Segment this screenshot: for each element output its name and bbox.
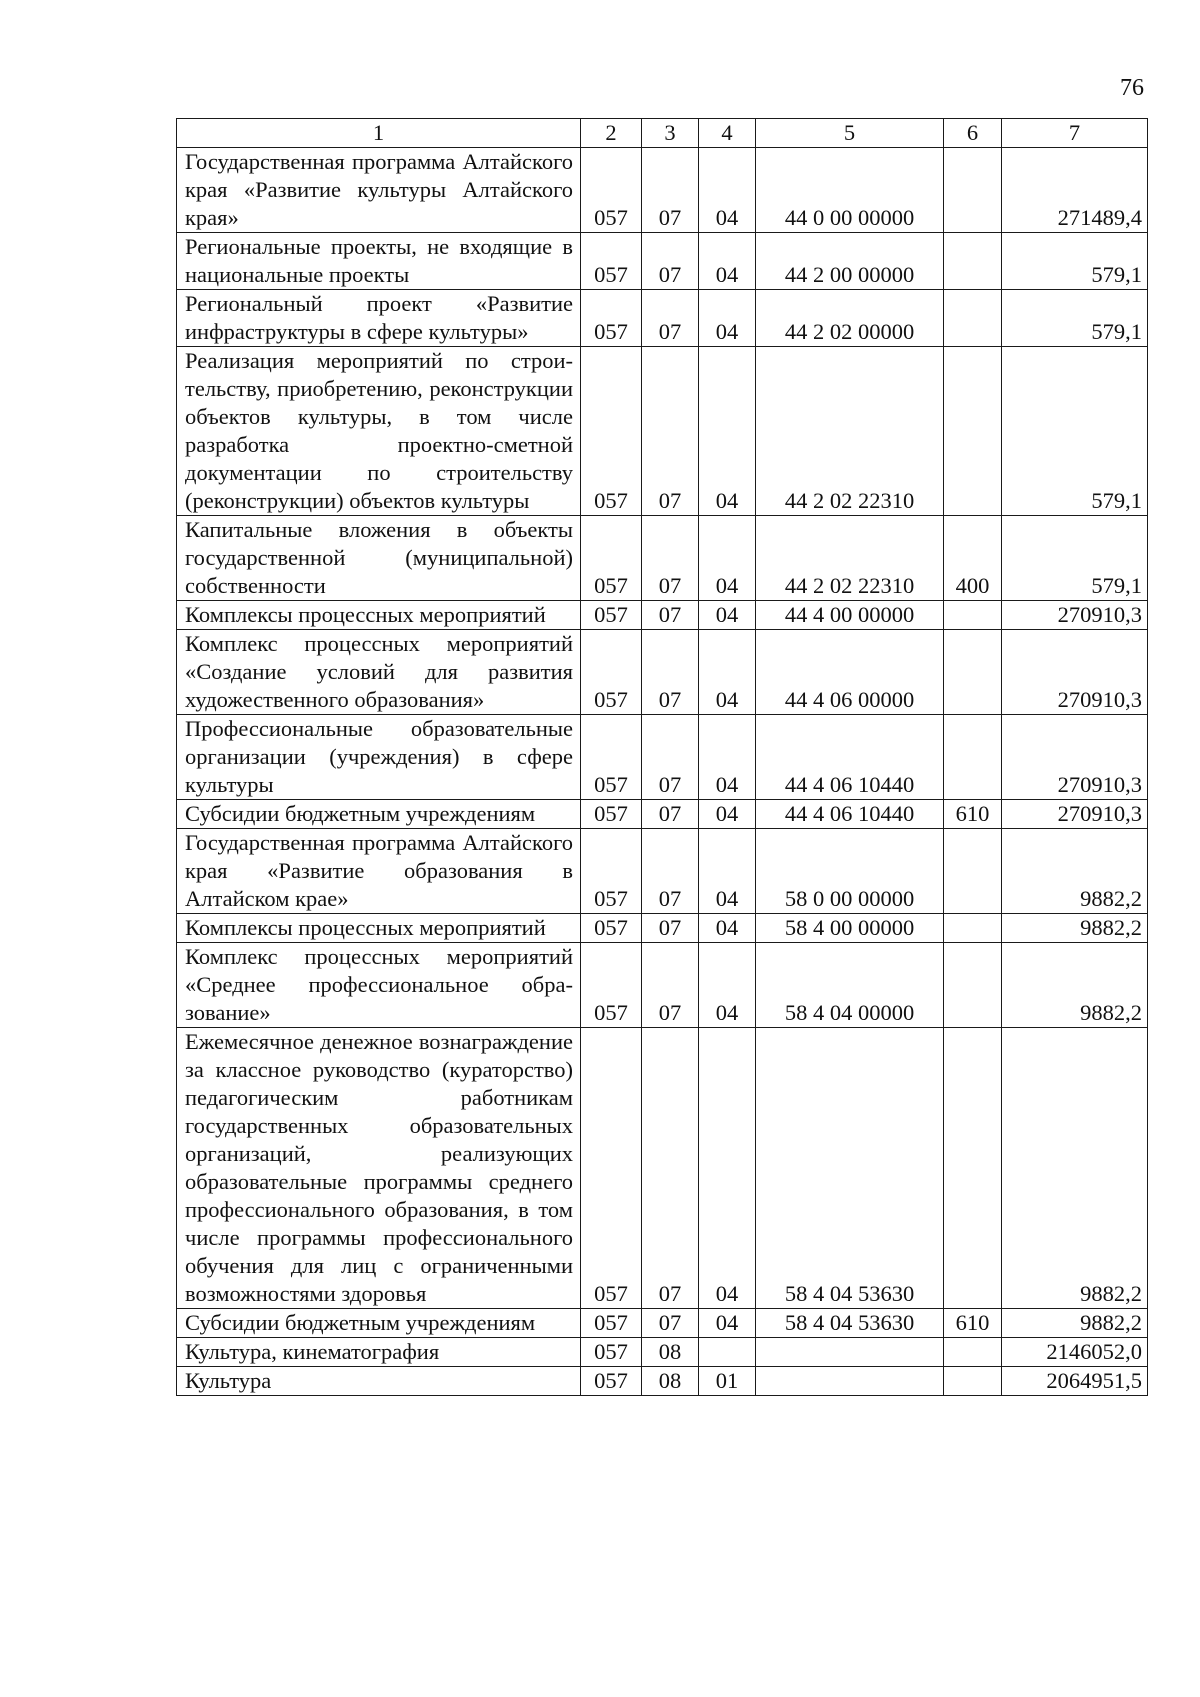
row-expense-type-cell [944,943,1002,1028]
row-expense-type-cell [944,601,1002,630]
row-target-article-cell [756,1367,944,1396]
row-subsection-cell: 04 [699,290,756,347]
table-row [177,1338,1148,1367]
row-admin-cell: 057 [581,914,642,943]
page-number: 76 [1120,75,1144,101]
row-subsection-cell: 04 [699,347,756,516]
row-section-cell: 07 [642,148,699,233]
row-target-article-cell: 44 4 06 10440 [756,715,944,800]
row-target-article-cell: 44 4 06 10440 [756,800,944,829]
header-cell: 5 [756,119,944,148]
row-subsection-cell: 04 [699,516,756,601]
row-admin-cell: 057 [581,233,642,290]
table-row [177,943,1148,1028]
row-admin-cell: 057 [581,148,642,233]
row-name-cell: Комплексы процессных мероприятий [177,601,581,630]
row-expense-type-cell: 610 [944,1309,1002,1338]
header-cell: 6 [944,119,1002,148]
row-amount-cell: 270910,3 [1002,630,1148,715]
table-row [177,516,1148,601]
row-expense-type-cell [944,829,1002,914]
row-name-cell: Капитальные вложения в объекты государственной (муниципальной) собственности [177,516,581,601]
row-amount-cell: 2064951,5 [1002,1367,1148,1396]
table-body [177,119,1148,1396]
row-name-cell: Региональные проекты, не входящие в национальные проекты [177,233,581,290]
row-name-cell: Ежемесячное денежное вознаграждение за классное руководство (кураторство) педагогическим работникам государственных образовательных организаций, реализующих образовательные программы среднего профессионального образования, в том числе программы профессионального обучения для лиц с ограниченными возможностями здоровья [177,1028,581,1309]
table-row [177,914,1148,943]
header-cell: 3 [642,119,699,148]
row-section-cell: 07 [642,233,699,290]
row-target-article-cell: 44 2 02 22310 [756,516,944,601]
header-cell: 2 [581,119,642,148]
row-amount-cell: 579,1 [1002,516,1148,601]
row-name-cell: Культура, кинематография [177,1338,581,1367]
row-section-cell: 08 [642,1338,699,1367]
row-expense-type-cell [944,630,1002,715]
table-row [177,290,1148,347]
row-target-article-cell: 44 4 06 00000 [756,630,944,715]
row-name-cell: Комплекс процессных мероприятий «Среднее профессиональное образование» [177,943,581,1028]
row-target-article-cell: 58 0 00 00000 [756,829,944,914]
row-amount-cell: 9882,2 [1002,1309,1148,1338]
row-section-cell: 07 [642,601,699,630]
row-section-cell: 07 [642,715,699,800]
table-row [177,630,1148,715]
row-target-article-cell: 58 4 04 53630 [756,1028,944,1309]
row-admin-cell: 057 [581,715,642,800]
row-section-cell: 07 [642,943,699,1028]
row-admin-cell: 057 [581,601,642,630]
row-target-article-cell: 44 0 00 00000 [756,148,944,233]
row-admin-cell: 057 [581,1367,642,1396]
row-name-cell: Реализация мероприятий по строительству, приобретению, реконструкции объектов культуры, в том числе разработка проектно-сметной документации по строительству (реконструкции) объектов культуры [177,347,581,516]
row-amount-cell: 9882,2 [1002,914,1148,943]
row-target-article-cell: 58 4 04 53630 [756,1309,944,1338]
row-expense-type-cell [944,1367,1002,1396]
row-name-cell: Комплексы процессных мероприятий [177,914,581,943]
row-subsection-cell: 04 [699,943,756,1028]
row-subsection-cell [699,1338,756,1367]
row-name-cell: Субсидии бюджетным учреждениям [177,1309,581,1338]
row-section-cell: 07 [642,347,699,516]
row-section-cell: 07 [642,800,699,829]
row-subsection-cell: 04 [699,800,756,829]
table-row [177,1367,1148,1396]
row-target-article-cell: 44 2 02 22310 [756,347,944,516]
row-target-article-cell: 44 2 02 00000 [756,290,944,347]
table-row [177,233,1148,290]
table-row [177,347,1148,516]
row-section-cell: 08 [642,1367,699,1396]
row-expense-type-cell [944,148,1002,233]
table-row [177,800,1148,829]
row-name-cell: Государственная программа Алтайского края «Развитие образования в Алтайском крае» [177,829,581,914]
row-section-cell: 07 [642,1309,699,1338]
row-admin-cell: 057 [581,630,642,715]
row-expense-type-cell [944,233,1002,290]
table-row [177,829,1148,914]
row-target-article-cell [756,1338,944,1367]
row-expense-type-cell [944,914,1002,943]
row-admin-cell: 057 [581,516,642,601]
row-target-article-cell: 58 4 04 00000 [756,943,944,1028]
row-amount-cell: 270910,3 [1002,601,1148,630]
row-amount-cell: 579,1 [1002,347,1148,516]
row-subsection-cell: 04 [699,1028,756,1309]
row-amount-cell: 579,1 [1002,233,1148,290]
row-amount-cell: 271489,4 [1002,148,1148,233]
row-expense-type-cell: 400 [944,516,1002,601]
row-target-article-cell: 44 4 00 00000 [756,601,944,630]
row-name-cell: Профессиональные образовательные организации (учреждения) в сфере культуры [177,715,581,800]
header-cell: 1 [177,119,581,148]
row-name-cell: Государственная программа Алтайского края «Развитие культуры Алтайского края» [177,148,581,233]
row-section-cell: 07 [642,516,699,601]
table-row [177,601,1148,630]
row-expense-type-cell [944,347,1002,516]
row-admin-cell: 057 [581,347,642,516]
row-subsection-cell: 01 [699,1367,756,1396]
row-amount-cell: 9882,2 [1002,943,1148,1028]
row-subsection-cell: 04 [699,715,756,800]
row-subsection-cell: 04 [699,914,756,943]
row-admin-cell: 057 [581,1309,642,1338]
table-row [177,1309,1148,1338]
header-cell: 7 [1002,119,1148,148]
row-name-cell: Комплекс процессных мероприятий «Создание условий для развития художественного образования» [177,630,581,715]
row-amount-cell: 270910,3 [1002,800,1148,829]
row-admin-cell: 057 [581,1338,642,1367]
row-admin-cell: 057 [581,943,642,1028]
row-subsection-cell: 04 [699,601,756,630]
row-admin-cell: 057 [581,290,642,347]
row-subsection-cell: 04 [699,829,756,914]
row-section-cell: 07 [642,914,699,943]
row-expense-type-cell [944,290,1002,347]
row-amount-cell: 9882,2 [1002,1028,1148,1309]
row-amount-cell: 579,1 [1002,290,1148,347]
row-expense-type-cell [944,1338,1002,1367]
row-subsection-cell: 04 [699,630,756,715]
table-row [177,715,1148,800]
row-section-cell: 07 [642,829,699,914]
row-amount-cell: 2146052,0 [1002,1338,1148,1367]
row-admin-cell: 057 [581,1028,642,1309]
row-admin-cell: 057 [581,829,642,914]
table-row [177,1028,1148,1309]
budget-table [176,118,1148,1396]
row-admin-cell: 057 [581,800,642,829]
row-name-cell: Культура [177,1367,581,1396]
row-expense-type-cell: 610 [944,800,1002,829]
row-section-cell: 07 [642,630,699,715]
header-cell: 4 [699,119,756,148]
row-amount-cell: 9882,2 [1002,829,1148,914]
row-section-cell: 07 [642,290,699,347]
table-header-row [177,119,1148,148]
row-expense-type-cell [944,1028,1002,1309]
row-subsection-cell: 04 [699,233,756,290]
row-section-cell: 07 [642,1028,699,1309]
table-row [177,148,1148,233]
row-expense-type-cell [944,715,1002,800]
row-subsection-cell: 04 [699,1309,756,1338]
row-name-cell: Региональный проект «Развитие инфраструктуры в сфере культуры» [177,290,581,347]
row-target-article-cell: 44 2 00 00000 [756,233,944,290]
row-subsection-cell: 04 [699,148,756,233]
row-name-cell: Субсидии бюджетным учреждениям [177,800,581,829]
row-target-article-cell: 58 4 00 00000 [756,914,944,943]
row-amount-cell: 270910,3 [1002,715,1148,800]
